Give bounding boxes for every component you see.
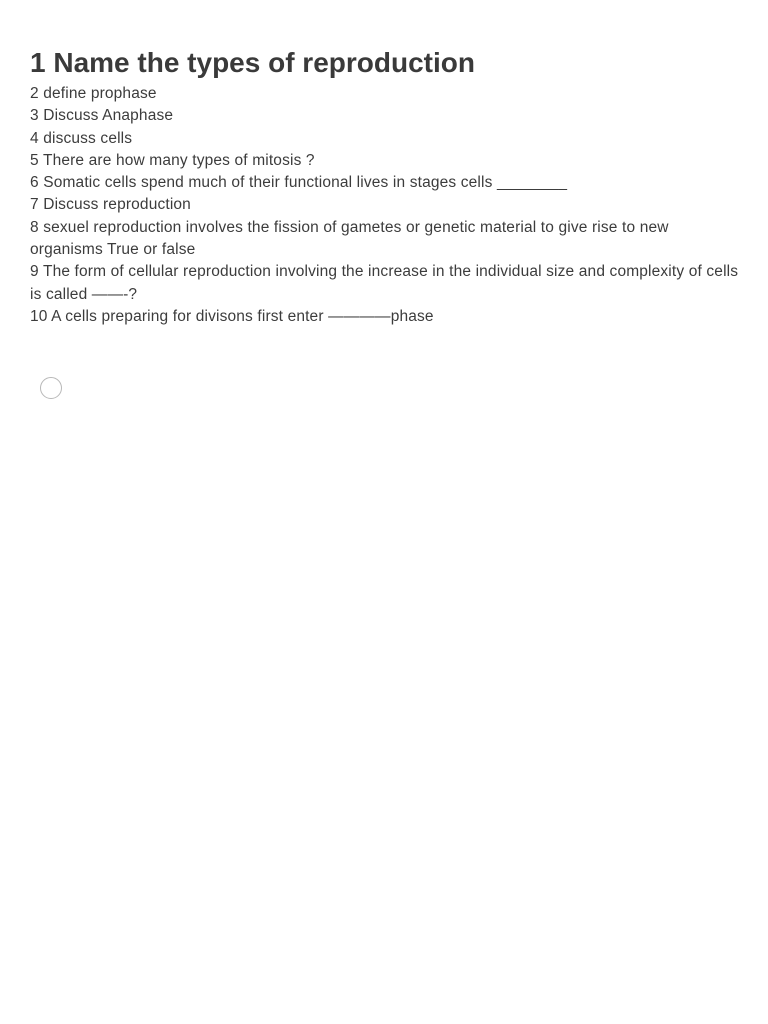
note-body[interactable] [30, 44, 740, 328]
checklist-circle-checkbox[interactable] [40, 377, 62, 399]
note-line: 2 define prophase [30, 85, 157, 102]
note-line: 7 Discuss reproduction [30, 196, 191, 214]
note-line: 9 The form of cellular reproduction involving the increase in the individual size and complexity of cells is called ——-? [30, 263, 739, 303]
note-line: 3 Discuss Anaphase [30, 107, 174, 125]
note-line: 8 sexuel reproduction involves the fission of gametes or genetic material to give rise to new organisms True or false [30, 218, 669, 259]
note-line: 10 A cells preparing for divisons first enter ————phase [30, 307, 434, 325]
note-line: 4 discuss cells [30, 129, 133, 147]
note-line: 5 There are how many types of mitosis ? [30, 151, 315, 169]
note-title: 1 Name the types of reproduction [30, 47, 475, 78]
note-line: 6 Somatic cells spend much of their functional lives in stages cells ________ [30, 174, 568, 192]
